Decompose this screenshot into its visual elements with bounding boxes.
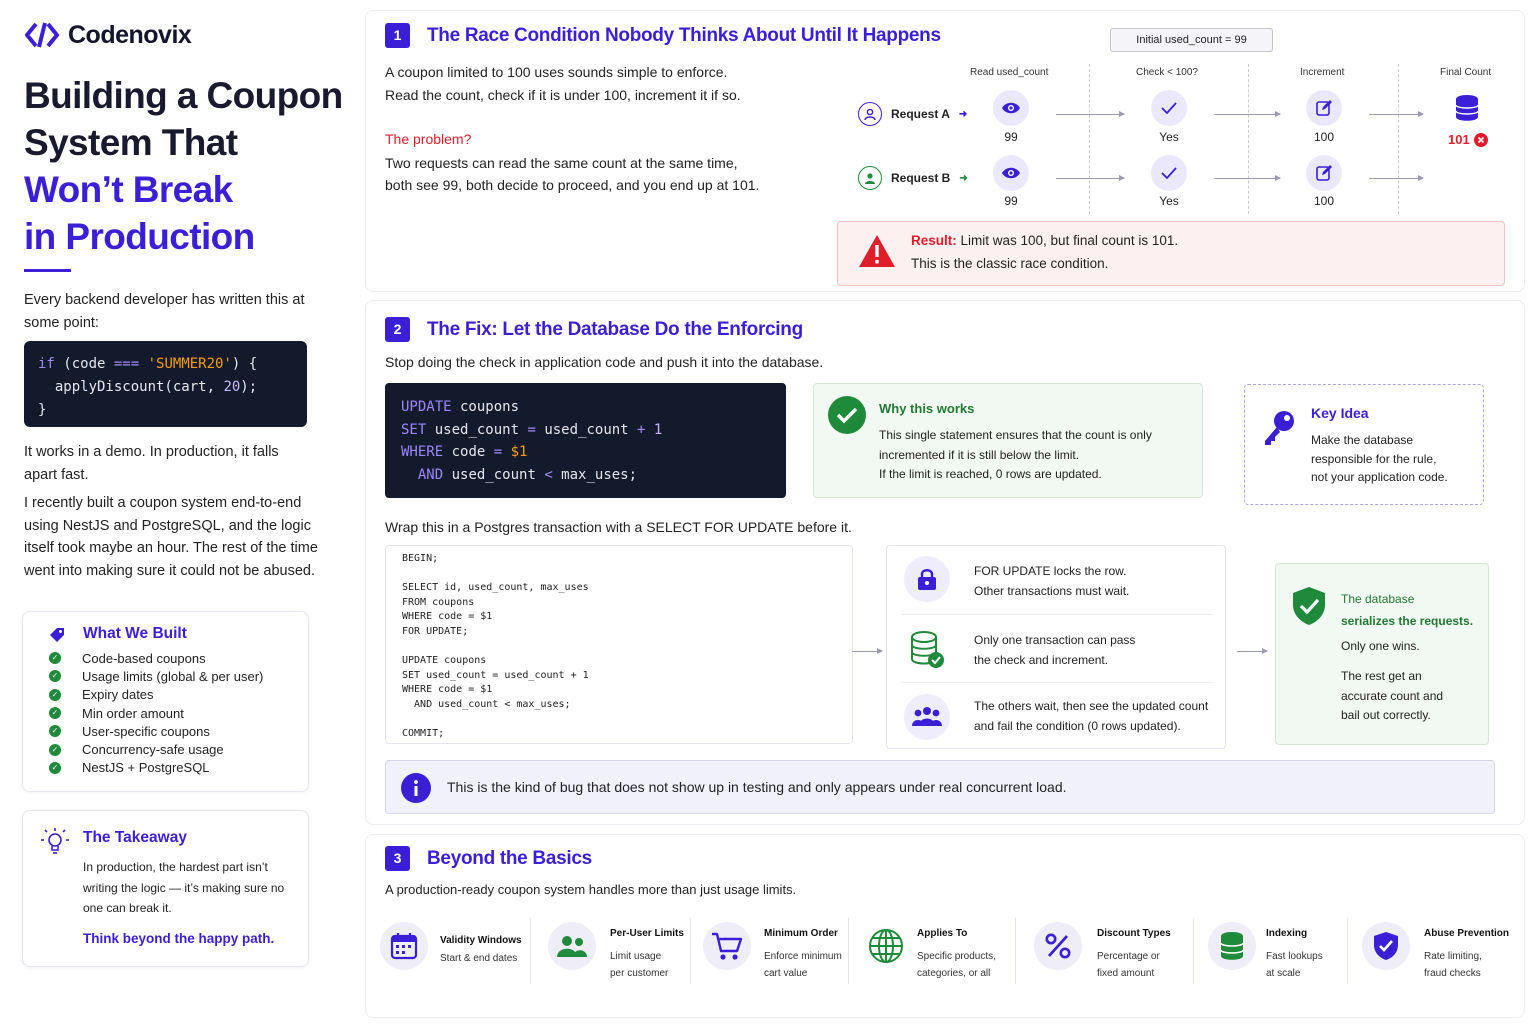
built-paragraph: I recently built a coupon system end-to-end using NestJS and PostgreSQL, and the logic itself took maybe an hour. The rest of the time went into making sure it could not be abused. xyxy=(24,495,318,579)
serializes-card xyxy=(1275,563,1489,745)
key-line-1: Make the database xyxy=(1311,433,1414,447)
built-list-item xyxy=(49,740,263,758)
serial-line-5: accurate count and xyxy=(1341,688,1444,703)
built-list-item xyxy=(49,649,263,667)
step-line: Only one transaction can pass xyxy=(974,633,1136,647)
built-list-item xyxy=(49,759,263,777)
beyond-basics-subtitle: A production-ready coupon system handles more than just usage limits. xyxy=(385,882,797,897)
built-item-label: Code-based coupons xyxy=(82,650,206,666)
globe-icon xyxy=(862,922,910,970)
step-line: The others wait, then see the updated count xyxy=(974,699,1209,713)
warning-icon xyxy=(858,234,896,268)
result-label: Result: xyxy=(911,233,957,248)
check-icon xyxy=(1151,155,1187,191)
info-banner xyxy=(385,760,1495,814)
built-item-label: Min order amount xyxy=(82,705,184,721)
column-check-label: Check < 100? xyxy=(1136,67,1198,78)
why-text xyxy=(879,426,1152,485)
fix-subtitle: Stop doing the check in application code and push it into the database. xyxy=(385,354,824,370)
serial-line-6: bail out correctly. xyxy=(1341,708,1431,722)
serial-headline xyxy=(1341,588,1473,632)
update-code-block: UPDATE coupons SET used_count = used_count + 1 WHERE code = $1 AND used_count < max_uses; xyxy=(385,383,786,498)
code-token: 20 xyxy=(223,379,241,395)
step-one-passes xyxy=(887,616,1227,682)
check-icon xyxy=(1151,90,1187,126)
step-others-fail xyxy=(887,684,1227,750)
serial-line-3: Only one wins. xyxy=(1341,639,1420,653)
step-lock xyxy=(887,548,1227,614)
check-circle-icon xyxy=(828,396,866,434)
code-token: 'SUMMER20' xyxy=(147,356,232,372)
database-check-icon xyxy=(904,626,950,672)
key-icon xyxy=(1261,409,1297,447)
race-body-line-1: A coupon limited to 100 uses sounds simple to enforce. xyxy=(385,64,728,80)
request-a-label: Request A xyxy=(891,107,950,121)
serial-rest xyxy=(1341,667,1443,726)
final-count-value: 101 xyxy=(1448,132,1470,147)
arrow-right-icon xyxy=(1369,178,1423,179)
check-circle-icon: ✓ xyxy=(49,652,61,664)
feature-desc-line: at scale xyxy=(1266,967,1301,979)
headline-line-4: in Production xyxy=(24,216,255,257)
request-a-read-value: 99 xyxy=(1004,130,1018,144)
built-item-label: Concurrency-safe usage xyxy=(82,742,224,758)
check-circle-icon: ✓ xyxy=(49,725,61,737)
demo-paragraph: It works in a demo. In production, it falls apart fast. xyxy=(24,444,279,483)
step-line: and fail the condition (0 rows updated). xyxy=(974,718,1181,733)
feature-desc-line: Percentage or xyxy=(1097,951,1160,962)
feature-desc xyxy=(610,949,668,982)
step-others-fail-text xyxy=(974,697,1208,736)
intro-text: Every backend developer has written this at some point: xyxy=(24,292,305,331)
takeaway-text: In production, the hardest part isn’t writing the logic — it’s making sure no one can break it. xyxy=(83,860,285,915)
headline-line-1: Building a Coupon xyxy=(24,75,343,116)
built-item-label: Usage limits (global & per user) xyxy=(82,668,264,684)
request-a xyxy=(858,102,967,126)
feature-desc-line: Enforce minimum xyxy=(764,951,842,962)
cart-icon xyxy=(703,922,751,970)
why-title: Why this works xyxy=(879,401,975,416)
initial-count-label: Initial used_count = 99 xyxy=(1110,28,1273,52)
naive-code-block xyxy=(24,341,307,427)
arrow-right-icon xyxy=(1369,114,1423,115)
eye-icon xyxy=(993,90,1029,126)
arrow-right-icon: ➜ xyxy=(958,108,968,120)
why-line-1: This single statement ensures that the count is only xyxy=(879,428,1152,442)
check-circle-icon: ✓ xyxy=(49,689,61,701)
result-callout xyxy=(837,221,1505,286)
headline-line-3: Won’t Break xyxy=(24,169,233,210)
feature-desc-line: categories, or all xyxy=(917,967,991,979)
column-read-label: Read used_count xyxy=(970,67,1049,78)
step-line: FOR UPDATE locks the row. xyxy=(974,564,1127,578)
feature-desc xyxy=(1424,949,1482,982)
section-number-2: 2 xyxy=(385,317,410,342)
tag-icon xyxy=(48,626,66,644)
arrow-right-icon xyxy=(852,651,882,652)
check-circle-icon: ✓ xyxy=(49,744,61,756)
request-a-check-value: Yes xyxy=(1159,130,1179,144)
lock-icon xyxy=(904,556,950,602)
feature-desc-line: per customer xyxy=(610,967,669,979)
why-this-works-card xyxy=(813,383,1203,498)
brand-name: Codenovix xyxy=(68,20,192,49)
column-divider xyxy=(1248,64,1249,214)
divider xyxy=(690,918,691,984)
request-a-increment-value: 100 xyxy=(1313,130,1335,144)
code-token: applyDiscount(cart, xyxy=(38,379,224,395)
built-item-label: NestJS + PostgreSQL xyxy=(82,760,210,776)
users-icon xyxy=(904,694,950,740)
code-token: 1 xyxy=(653,421,663,438)
key-idea-title: Key Idea xyxy=(1311,405,1369,421)
user-icon xyxy=(858,166,882,190)
arrow-right-icon xyxy=(1056,178,1124,179)
feature-desc-line: Limit usage xyxy=(610,951,662,962)
database-icon xyxy=(1208,922,1256,970)
shield-check-icon xyxy=(1291,586,1327,626)
code-token: WHERE xyxy=(401,444,444,460)
feature-desc xyxy=(1097,949,1160,982)
key-idea-text xyxy=(1311,431,1448,487)
feature-desc xyxy=(917,949,996,982)
column-divider xyxy=(1398,64,1399,214)
built-list-item xyxy=(49,686,263,704)
page-title xyxy=(24,72,354,260)
built-list-item xyxy=(49,667,263,685)
step-line: Other transactions must wait. xyxy=(974,583,1130,598)
result-line-2: This is the classic race condition. xyxy=(911,256,1109,271)
column-increment-label: Increment xyxy=(1300,67,1345,78)
brand xyxy=(24,20,191,50)
eye-icon xyxy=(993,155,1029,191)
error-icon xyxy=(1474,133,1488,147)
what-we-built-title: What We Built xyxy=(83,625,187,642)
arrow-right-icon xyxy=(1237,651,1267,652)
request-b-label: Request B xyxy=(891,171,951,185)
edit-icon xyxy=(1306,90,1342,126)
divider xyxy=(530,918,531,984)
code-token: SET xyxy=(401,421,427,438)
feature-title: Abuse Prevention xyxy=(1424,928,1510,939)
serial-line-4: The rest get an xyxy=(1341,669,1422,683)
feature-desc xyxy=(1266,949,1323,982)
why-line-2: incremented if it is still below the limit. xyxy=(879,447,1080,462)
feature-desc-line: Start & end dates xyxy=(440,953,518,964)
result-text: Limit was 100, but final count is 101. xyxy=(956,233,1179,248)
result-line-1 xyxy=(911,233,1178,248)
step-line: the check and increment. xyxy=(974,652,1109,667)
problem-label: The problem? xyxy=(385,131,472,147)
step-one-passes-text xyxy=(974,631,1135,670)
built-item-label: User-specific coupons xyxy=(82,723,210,739)
feature-title: Minimum Order xyxy=(764,928,838,939)
code-token: = xyxy=(527,421,536,438)
edit-icon xyxy=(1306,155,1342,191)
shield-check-icon xyxy=(1362,922,1410,970)
check-circle-icon: ✓ xyxy=(49,762,61,774)
beyond-basics-title: Beyond the Basics xyxy=(427,848,592,869)
feature-desc-line: fraud checks xyxy=(1424,967,1481,979)
step-lock-text xyxy=(974,562,1129,601)
codenovix-logo-icon xyxy=(24,20,60,50)
serial-line-1: The database xyxy=(1341,592,1415,606)
what-we-built-card xyxy=(22,611,309,792)
code-token: + xyxy=(637,421,646,438)
section-number-1: 1 xyxy=(385,23,410,48)
key-line-3: not your application code. xyxy=(1311,470,1448,484)
feature-title: Per-User Limits xyxy=(610,928,684,939)
user-icon xyxy=(858,102,882,126)
race-body-line-2: Read the count, check if it is under 100, increment it if so. xyxy=(385,87,741,103)
divider xyxy=(848,918,849,984)
key-idea-card xyxy=(1244,384,1484,505)
info-text: This is the kind of bug that does not show up in testing and only appears under real concurrent load. xyxy=(447,779,1067,795)
arrow-right-icon xyxy=(1056,114,1124,115)
column-divider xyxy=(1089,64,1090,214)
code-token: < xyxy=(544,466,553,483)
divider xyxy=(1015,918,1016,984)
divider xyxy=(901,614,1213,615)
divider xyxy=(1347,918,1348,984)
key-line-2: responsible for the rule, xyxy=(1311,451,1437,466)
check-circle-icon: ✓ xyxy=(49,707,61,719)
feature-desc-line: Fast lookups xyxy=(1266,951,1323,962)
code-token: UPDATE xyxy=(401,399,452,415)
code-token: ) { xyxy=(231,356,258,372)
code-token: if xyxy=(38,356,55,372)
built-list-item xyxy=(49,722,263,740)
headline-line-2: System That xyxy=(24,122,238,163)
check-circle-icon: ✓ xyxy=(49,670,61,682)
fix-title: The Fix: Let the Database Do the Enforcing xyxy=(427,319,803,340)
divider xyxy=(1193,918,1194,984)
problem-line-1: Two requests can read the same count at the same time, xyxy=(385,155,738,171)
lightbulb-icon xyxy=(39,825,71,859)
feature-desc-line: cart value xyxy=(764,967,808,979)
users-icon xyxy=(548,922,596,970)
built-item-label: Expiry dates xyxy=(82,687,154,703)
serial-line-2: serializes the requests. xyxy=(1341,614,1474,628)
request-b xyxy=(858,166,968,190)
built-list-item xyxy=(49,704,263,722)
database-icon xyxy=(1454,94,1480,122)
feature-desc-line: Specific products, xyxy=(917,951,996,962)
code-token xyxy=(139,356,147,372)
feature-title: Discount Types xyxy=(1097,928,1171,939)
feature-title: Applies To xyxy=(917,928,968,939)
feature-title: Validity Windows xyxy=(440,935,522,946)
code-token: AND xyxy=(417,466,444,483)
feature-desc xyxy=(440,951,517,968)
code-token: (code xyxy=(54,356,114,372)
headline-divider xyxy=(24,269,71,272)
feature-desc-line: Rate limiting, xyxy=(1424,951,1482,962)
takeaway-title: The Takeaway xyxy=(83,829,187,846)
request-b-check-value: Yes xyxy=(1159,194,1179,208)
feature-desc xyxy=(764,949,842,982)
code-token: === xyxy=(113,356,140,372)
race-condition-title: The Race Condition Nobody Thinks About Until It Happens xyxy=(427,25,941,46)
problem-line-2: both see 99, both decide to proceed, and you end up at 101. xyxy=(385,177,760,193)
transaction-code-block: BEGIN; SELECT id, used_count, max_uses FROM coupons WHERE code = $1 FOR UPDATE; UPDATE coupons SET used_count = used_count + 1 WHERE code = $1 AND used_count < max_uses; COMMIT; xyxy=(385,545,853,744)
takeaway-card xyxy=(22,810,309,967)
arrow-right-icon: ➜ xyxy=(959,172,968,184)
request-b-read-value: 99 xyxy=(1004,194,1018,208)
code-token: = xyxy=(493,444,503,460)
info-icon xyxy=(401,773,431,803)
code-token: $1 xyxy=(510,444,528,460)
section-number-3: 3 xyxy=(385,846,410,871)
feature-desc-line: fixed amount xyxy=(1097,967,1155,979)
code-token: ); xyxy=(240,379,258,395)
column-final-label: Final Count xyxy=(1440,67,1492,78)
divider xyxy=(901,682,1213,683)
feature-title: Indexing xyxy=(1266,928,1308,939)
why-line-3: If the limit is reached, 0 rows are updated. xyxy=(879,467,1102,481)
takeaway-cta: Think beyond the happy path. xyxy=(83,931,275,946)
request-b-increment-value: 100 xyxy=(1313,194,1335,208)
arrow-right-icon xyxy=(1214,114,1280,115)
percent-icon xyxy=(1034,922,1082,970)
built-list xyxy=(49,649,263,777)
wrap-transaction-text: Wrap this in a Postgres transaction with a SELECT FOR UPDATE before it. xyxy=(385,519,852,535)
calendar-icon xyxy=(380,922,428,970)
arrow-right-icon xyxy=(1214,178,1280,179)
transaction-steps-card xyxy=(886,545,1226,749)
code-token: } xyxy=(38,402,47,418)
